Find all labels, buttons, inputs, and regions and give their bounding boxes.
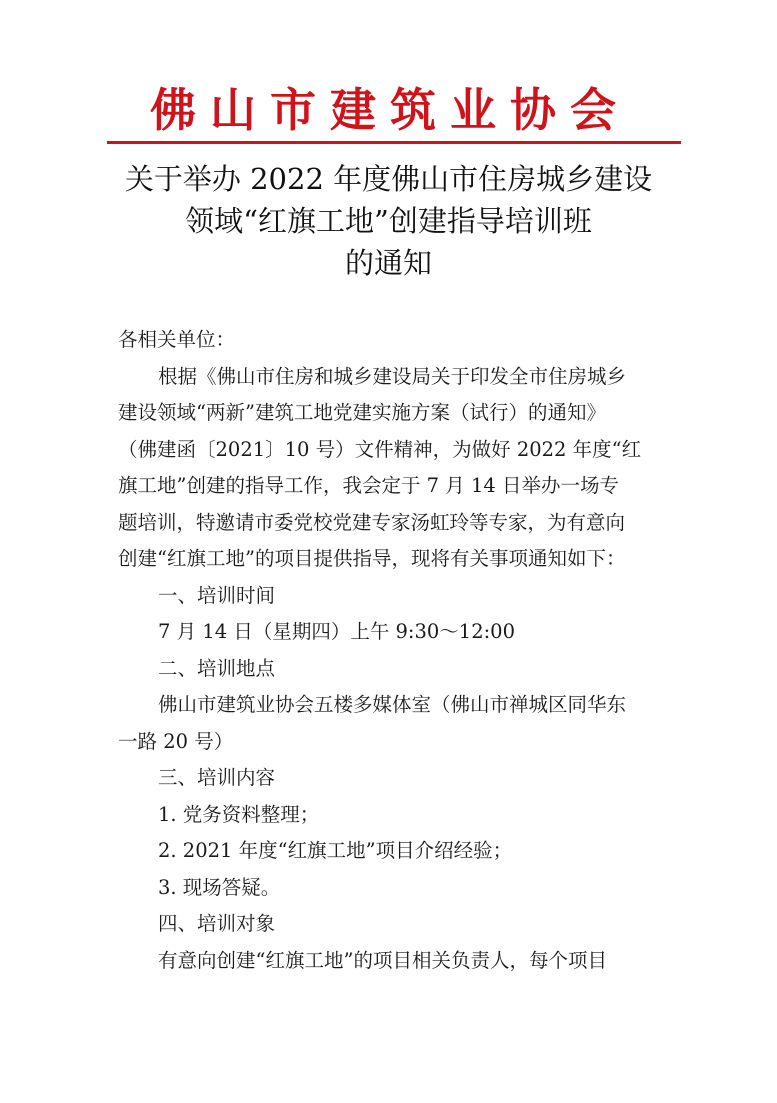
intro-line-1: 根据《佛山市住房和城乡建设局关于印发全市住房城乡 (158, 364, 627, 388)
training-location-line-1: 佛山市建筑业协会五楼多媒体室（佛山市禅城区同华东 (158, 693, 627, 716)
training-time: 7 月 14 日（星期四）上午 9:30～12:00 (158, 620, 515, 643)
title-line-3: 的通知 (344, 246, 432, 280)
training-audience-text: 有意向创建“红旗工地”的项目相关负责人，每个项目 (158, 948, 607, 972)
document-body (118, 322, 663, 979)
intro-line-5: 题培训，特邀请市委党校党建专家汤虹玲等专家，为有意向 (118, 510, 626, 534)
intro-line-4: 旗工地”创建的指导工作，我会定于 7 月 14 日举办一场专 (118, 474, 619, 497)
title-line-1: 关于举办 2022 年度佛山市住房城乡建设 (124, 162, 653, 196)
section-heading-time: 一、培训时间 (158, 583, 276, 607)
organization-header: 佛山市建筑业协会 (150, 83, 630, 137)
section-heading-location: 二、培训地点 (158, 656, 276, 680)
training-location-line-2: 一路 20 号） (118, 729, 234, 753)
salutation: 各相关单位： (118, 328, 236, 351)
content-item-3: 3. 现场答疑。 (158, 875, 281, 899)
section-heading-audience: 四、培训对象 (158, 912, 276, 935)
section-heading-content: 三、培训内容 (158, 766, 276, 789)
content-item-2: 2. 2021 年度“红旗工地”项目介绍经验； (158, 839, 513, 862)
content-item-1: 1. 党务资料整理； (158, 802, 320, 826)
header-red-rule (107, 141, 681, 144)
title-line-2: 领域“红旗工地”创建指导培训班 (185, 204, 592, 238)
intro-line-3: （佛建函〔2021〕10 号）文件精神，为做好 2022 年度“红 (118, 437, 642, 461)
intro-line-6: 创建“红旗工地”的项目提供指导，现将有关事项通知如下： (118, 547, 626, 570)
document-title (60, 158, 717, 284)
intro-line-2: 建设领域“两新”建筑工地党建实施方案（试行）的通知》 (118, 401, 606, 424)
